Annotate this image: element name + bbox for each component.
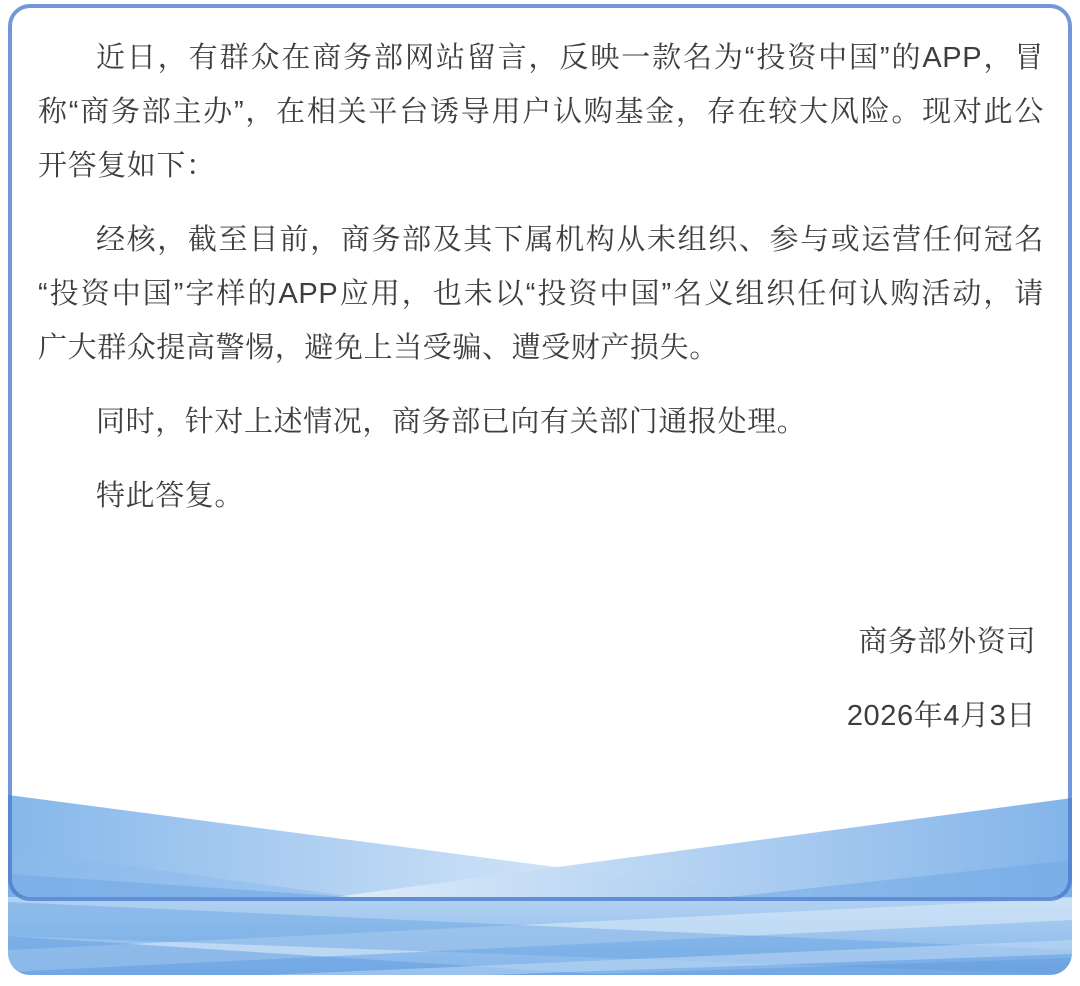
signature: 商务部外资司 <box>858 626 1036 658</box>
reply-body <box>8 4 1072 743</box>
document-card <box>8 4 1072 975</box>
text-line: 近日，有群众在商务部网站留言，反映一款名为“投资中国”的APP，冒 <box>96 42 1044 74</box>
text-line: 经核，截至目前，商务部及其下属机构从未组织、参与或运营任何冠名 <box>96 224 1044 256</box>
text-line: 特此答复。 <box>96 480 245 512</box>
signature-block <box>38 615 1044 743</box>
text-line: 称“商务部主办”，在相关平台诱导用户认购基金，存在较大风险。现对此公 <box>38 96 1044 128</box>
paragraph <box>38 395 1044 449</box>
paragraph <box>38 213 1044 375</box>
wave-decoration-graphic <box>8 790 1072 975</box>
text-line: 广大群众提高警惕，避免上当受骗、遭受财产损失。 <box>38 332 719 364</box>
paragraph <box>38 31 1044 193</box>
text-line: 开答复如下： <box>38 150 216 182</box>
paragraph <box>38 469 1044 523</box>
reply-date: 2026年4月3日 <box>846 700 1036 732</box>
text-line: 同时，针对上述情况，商务部已向有关部门通报处理。 <box>96 406 807 438</box>
text-line: “投资中国”字样的APP应用，也未以“投资中国”名义组织任何认购活动，请 <box>38 278 1044 310</box>
